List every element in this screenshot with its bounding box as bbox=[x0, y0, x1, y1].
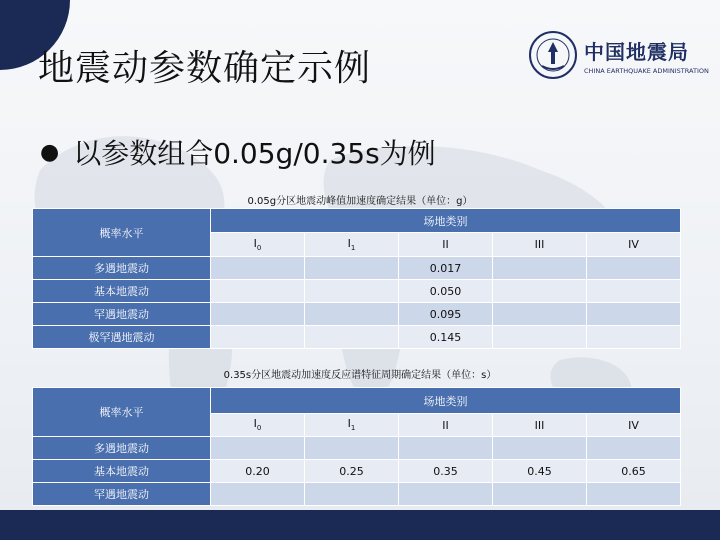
logo-chinese-text: 中国地震局 bbox=[584, 39, 689, 64]
row-header: 概率水平 bbox=[33, 209, 211, 257]
table-cell bbox=[587, 257, 681, 280]
row-label: 多遇地震动 bbox=[33, 437, 211, 460]
table-cell bbox=[399, 437, 493, 460]
table-row bbox=[33, 257, 681, 280]
column-header: $I_0$ bbox=[211, 414, 305, 437]
table-cell: 0.095 bbox=[399, 303, 493, 326]
row-label: 罕遇地震动 bbox=[33, 483, 211, 506]
row-label: 罕遇地震动 bbox=[33, 303, 211, 326]
table-cell bbox=[587, 326, 681, 349]
table-cell bbox=[493, 280, 587, 303]
table-cell bbox=[305, 280, 399, 303]
table-row bbox=[33, 460, 681, 483]
table-cell bbox=[305, 303, 399, 326]
row-label: 基本地震动 bbox=[33, 460, 211, 483]
table-cell bbox=[211, 257, 305, 280]
table-cell: 0.050 bbox=[399, 280, 493, 303]
table-cell bbox=[493, 326, 587, 349]
table1-caption: 0.05g分区地震动峰值加速度确定结果（单位：g） bbox=[247, 196, 473, 207]
table-cell: 0.017 bbox=[399, 257, 493, 280]
column-header: II bbox=[399, 233, 493, 257]
table-cell bbox=[211, 437, 305, 460]
table-cell: 0.45 bbox=[493, 460, 587, 483]
table-cell bbox=[493, 437, 587, 460]
column-header: $I_1$ bbox=[305, 233, 399, 257]
table-cell bbox=[493, 483, 587, 506]
table-cell bbox=[587, 280, 681, 303]
table-cell bbox=[493, 303, 587, 326]
group-header: 场地类别 bbox=[211, 388, 681, 414]
table-row bbox=[33, 437, 681, 460]
table-cell: 0.65 bbox=[587, 460, 681, 483]
logo-english-text: CHINA EARTHQUAKE ADMINISTRATION bbox=[584, 66, 709, 75]
column-header: II bbox=[399, 414, 493, 437]
table-cell: 0.145 bbox=[399, 326, 493, 349]
column-header: III bbox=[493, 233, 587, 257]
table-row bbox=[33, 483, 681, 506]
table-row bbox=[33, 280, 681, 303]
table-cell bbox=[305, 326, 399, 349]
table-cell bbox=[211, 483, 305, 506]
table-cell: 0.25 bbox=[305, 460, 399, 483]
table-cell bbox=[305, 257, 399, 280]
table-cell bbox=[305, 483, 399, 506]
row-label: 多遇地震动 bbox=[33, 257, 211, 280]
logo bbox=[528, 30, 709, 80]
row-header: 概率水平 bbox=[33, 388, 211, 437]
table2-caption: 0.35s分区地震动加速度反应谱特征周期确定结果（单位：s） bbox=[223, 370, 497, 381]
table-period bbox=[32, 387, 681, 506]
table-cell bbox=[587, 483, 681, 506]
table-cell bbox=[587, 437, 681, 460]
table-cell: 0.20 bbox=[211, 460, 305, 483]
column-header: $I_0$ bbox=[211, 233, 305, 257]
table-cell bbox=[587, 303, 681, 326]
table-cell: 0.35 bbox=[399, 460, 493, 483]
table-row bbox=[33, 303, 681, 326]
page-title: 地震动参数确定示例 bbox=[38, 48, 372, 89]
column-header: III bbox=[493, 414, 587, 437]
column-header: IV bbox=[587, 414, 681, 437]
bullet-dot-icon: ● bbox=[40, 139, 60, 165]
row-label: 基本地震动 bbox=[33, 280, 211, 303]
table-cell bbox=[211, 280, 305, 303]
table-cell bbox=[493, 257, 587, 280]
table-cell bbox=[305, 437, 399, 460]
table-cell bbox=[399, 483, 493, 506]
row-label: 极罕遇地震动 bbox=[33, 326, 211, 349]
bullet-text: 以参数组合0.05g/0.35s为例 bbox=[73, 137, 436, 170]
table-cell bbox=[211, 326, 305, 349]
table-row bbox=[33, 326, 681, 349]
column-header: $I_1$ bbox=[305, 414, 399, 437]
seismology-emblem-icon bbox=[528, 30, 578, 80]
bullet-point bbox=[40, 132, 436, 172]
column-header: IV bbox=[587, 233, 681, 257]
footer-bar bbox=[0, 510, 720, 540]
table-cell bbox=[211, 303, 305, 326]
group-header: 场地类别 bbox=[211, 209, 681, 233]
table-pga bbox=[32, 208, 681, 349]
